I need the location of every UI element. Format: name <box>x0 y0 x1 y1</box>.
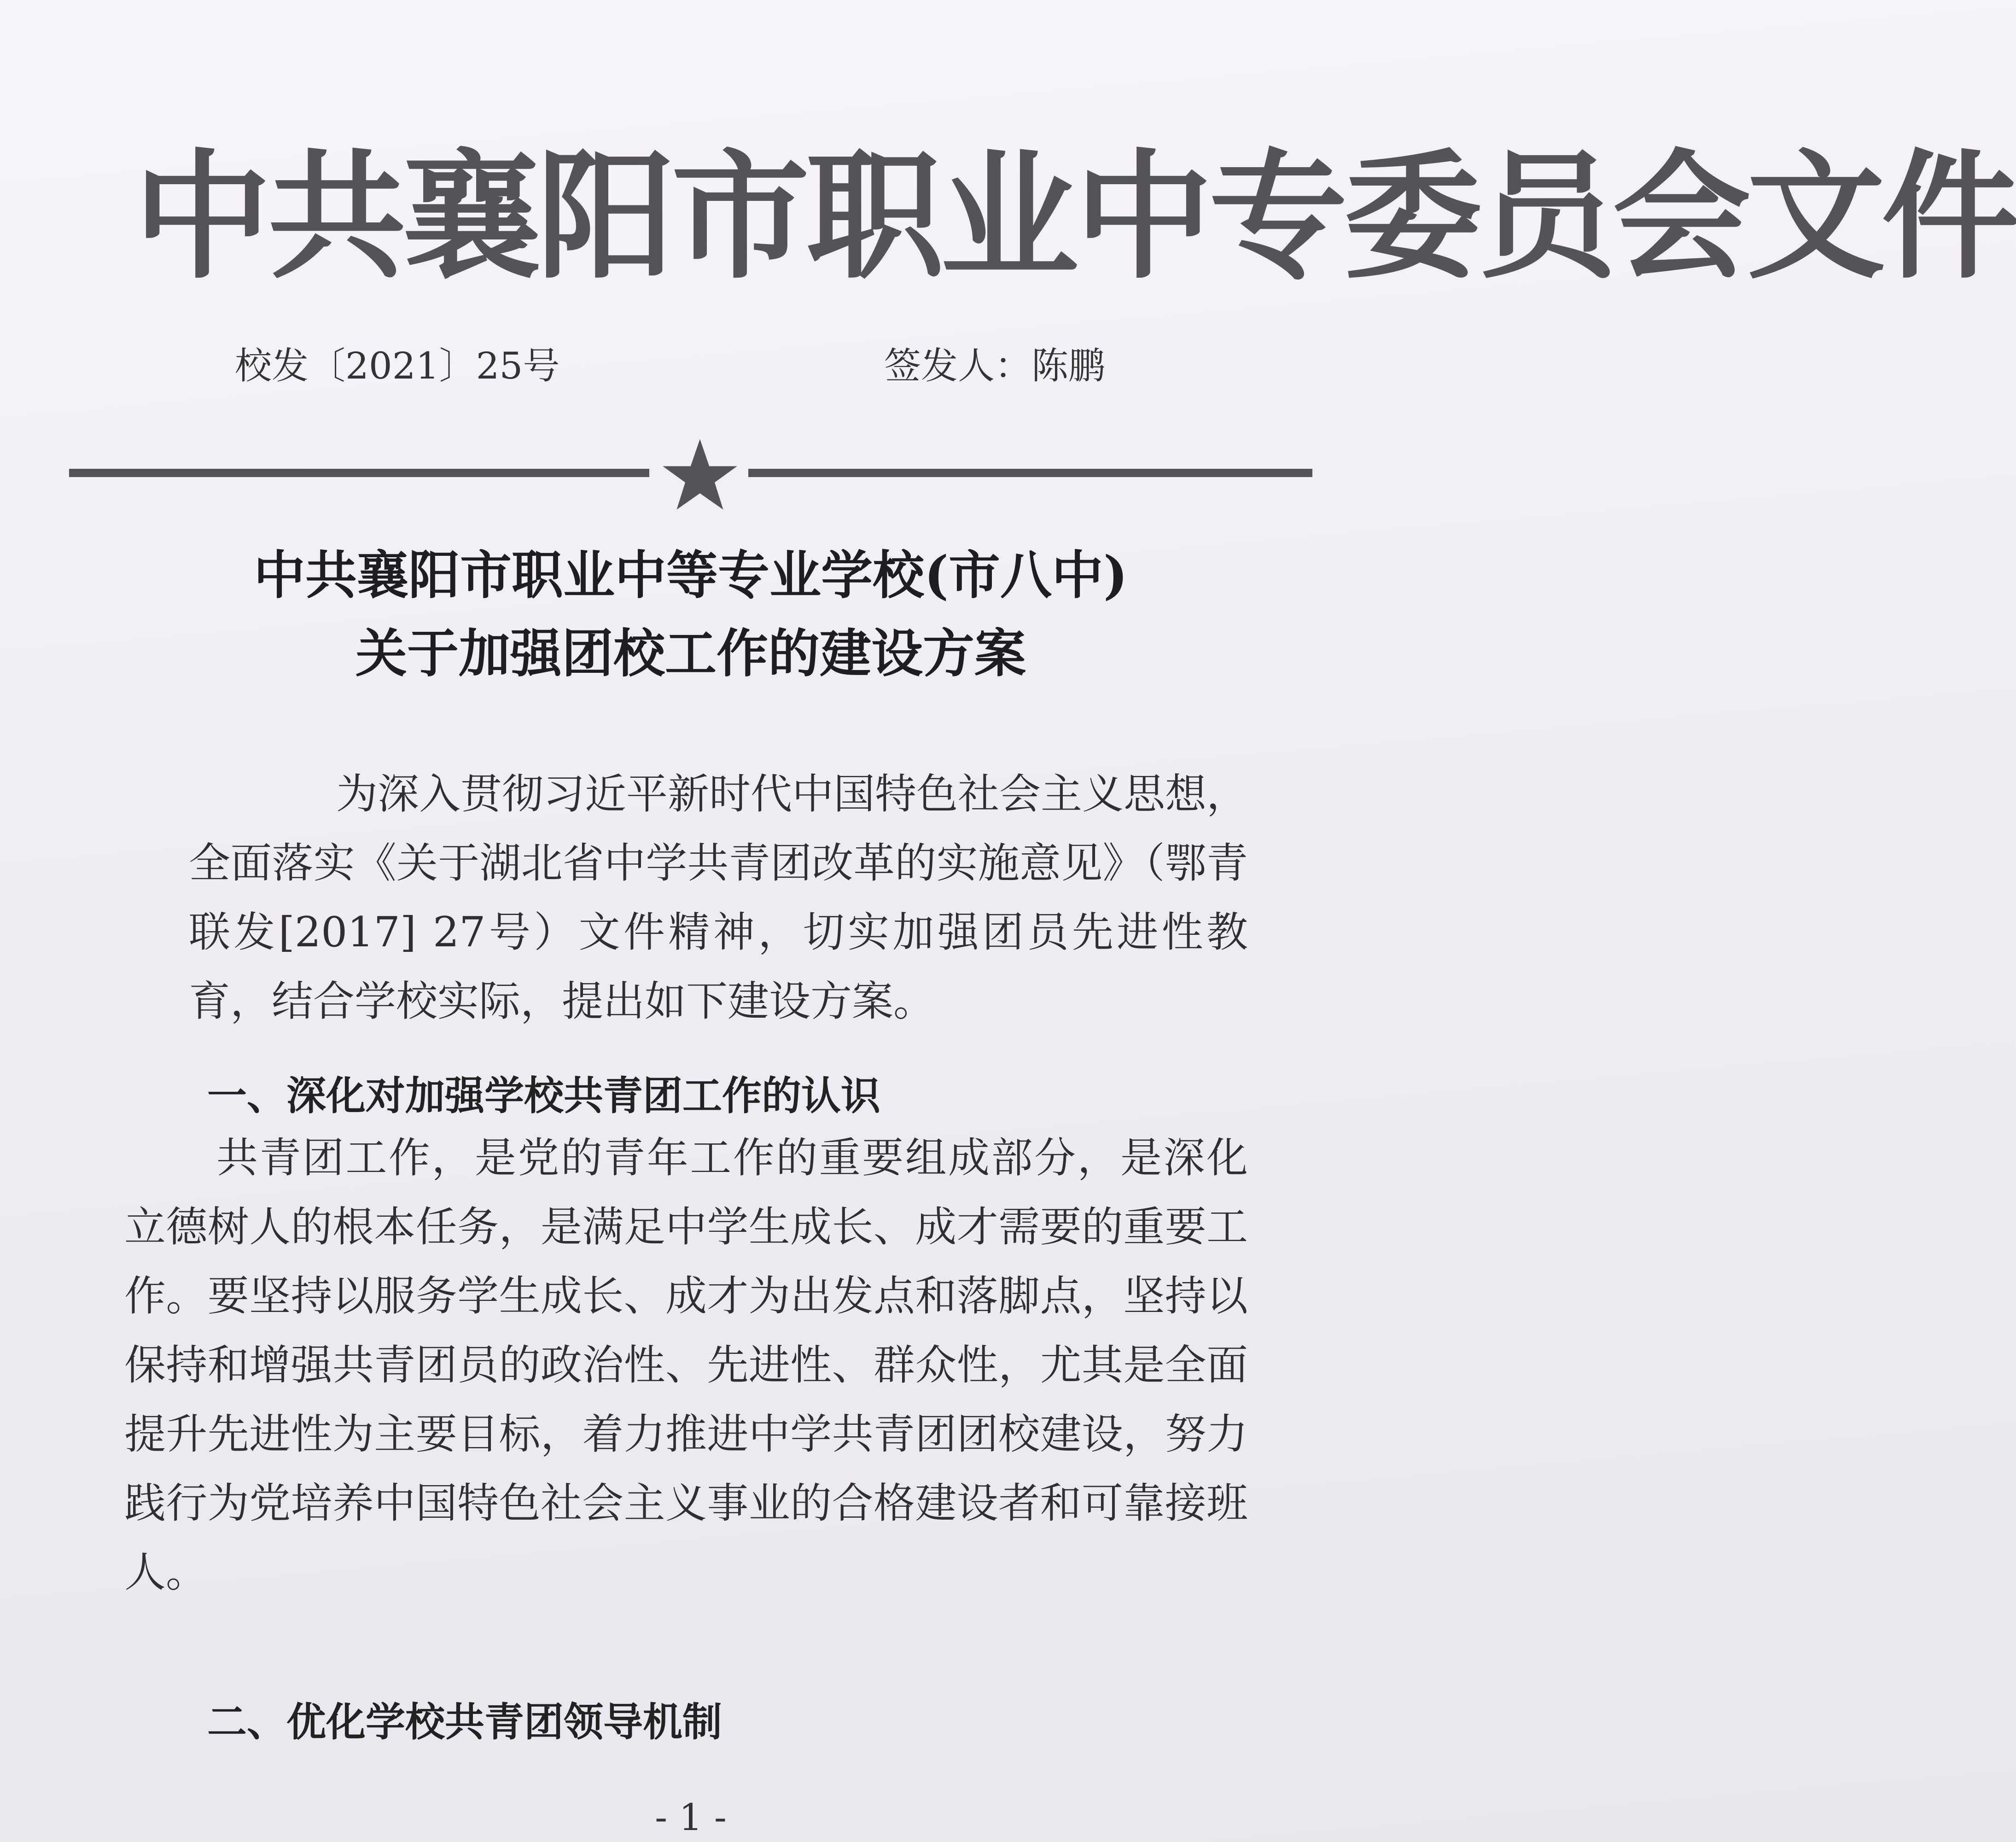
intro-paragraph: 为深入贯彻习近平新时代中国特色社会主义思想，全面落实《关于湖北省中学共青团改革的实施意见》（鄂青联发[2017] 27号）文件精神，切实加强团员先进性教育，结合学校实际，提出如下建设方案。 <box>189 770 1248 1026</box>
section-1-heading: 一、深化对加强学校共青团工作的认识 <box>207 1073 880 1119</box>
signer-label: 签发人：陈鹏 <box>884 344 1105 387</box>
document-number: 校发〔2021〕25号 <box>235 344 560 387</box>
page-number: - 1 - <box>655 1796 727 1839</box>
document-title-line-2: 关于加强团校工作的建设方案 <box>355 624 1026 684</box>
header-divider-right <box>748 469 1312 477</box>
document-title-line-1: 中共襄阳市职业中等专业学校(市八中) <box>254 545 1128 606</box>
header-divider-left <box>69 469 649 477</box>
section-2-heading: 二、优化学校共青团领导机制 <box>207 1699 722 1745</box>
star-icon <box>658 437 741 511</box>
section-1-paragraph: 共青团工作，是党的青年工作的重要组成部分，是深化立德树人的根本任务，是满足中学生成长、成才需要的重要工作。要坚持以服务学生成长、成才为出发点和落脚点，坚持以保持和增强共青团员的政治性、先进性、群众性，尤其是全面提升先进性为主要目标，着力推进中学共青团团校建设，努力践行为党培养中国特色社会主义事业的合格建设者和可靠接班人。 <box>124 1134 1248 1597</box>
document-header-title: 中共襄阳市职业中专委员会文件 <box>134 135 2016 297</box>
